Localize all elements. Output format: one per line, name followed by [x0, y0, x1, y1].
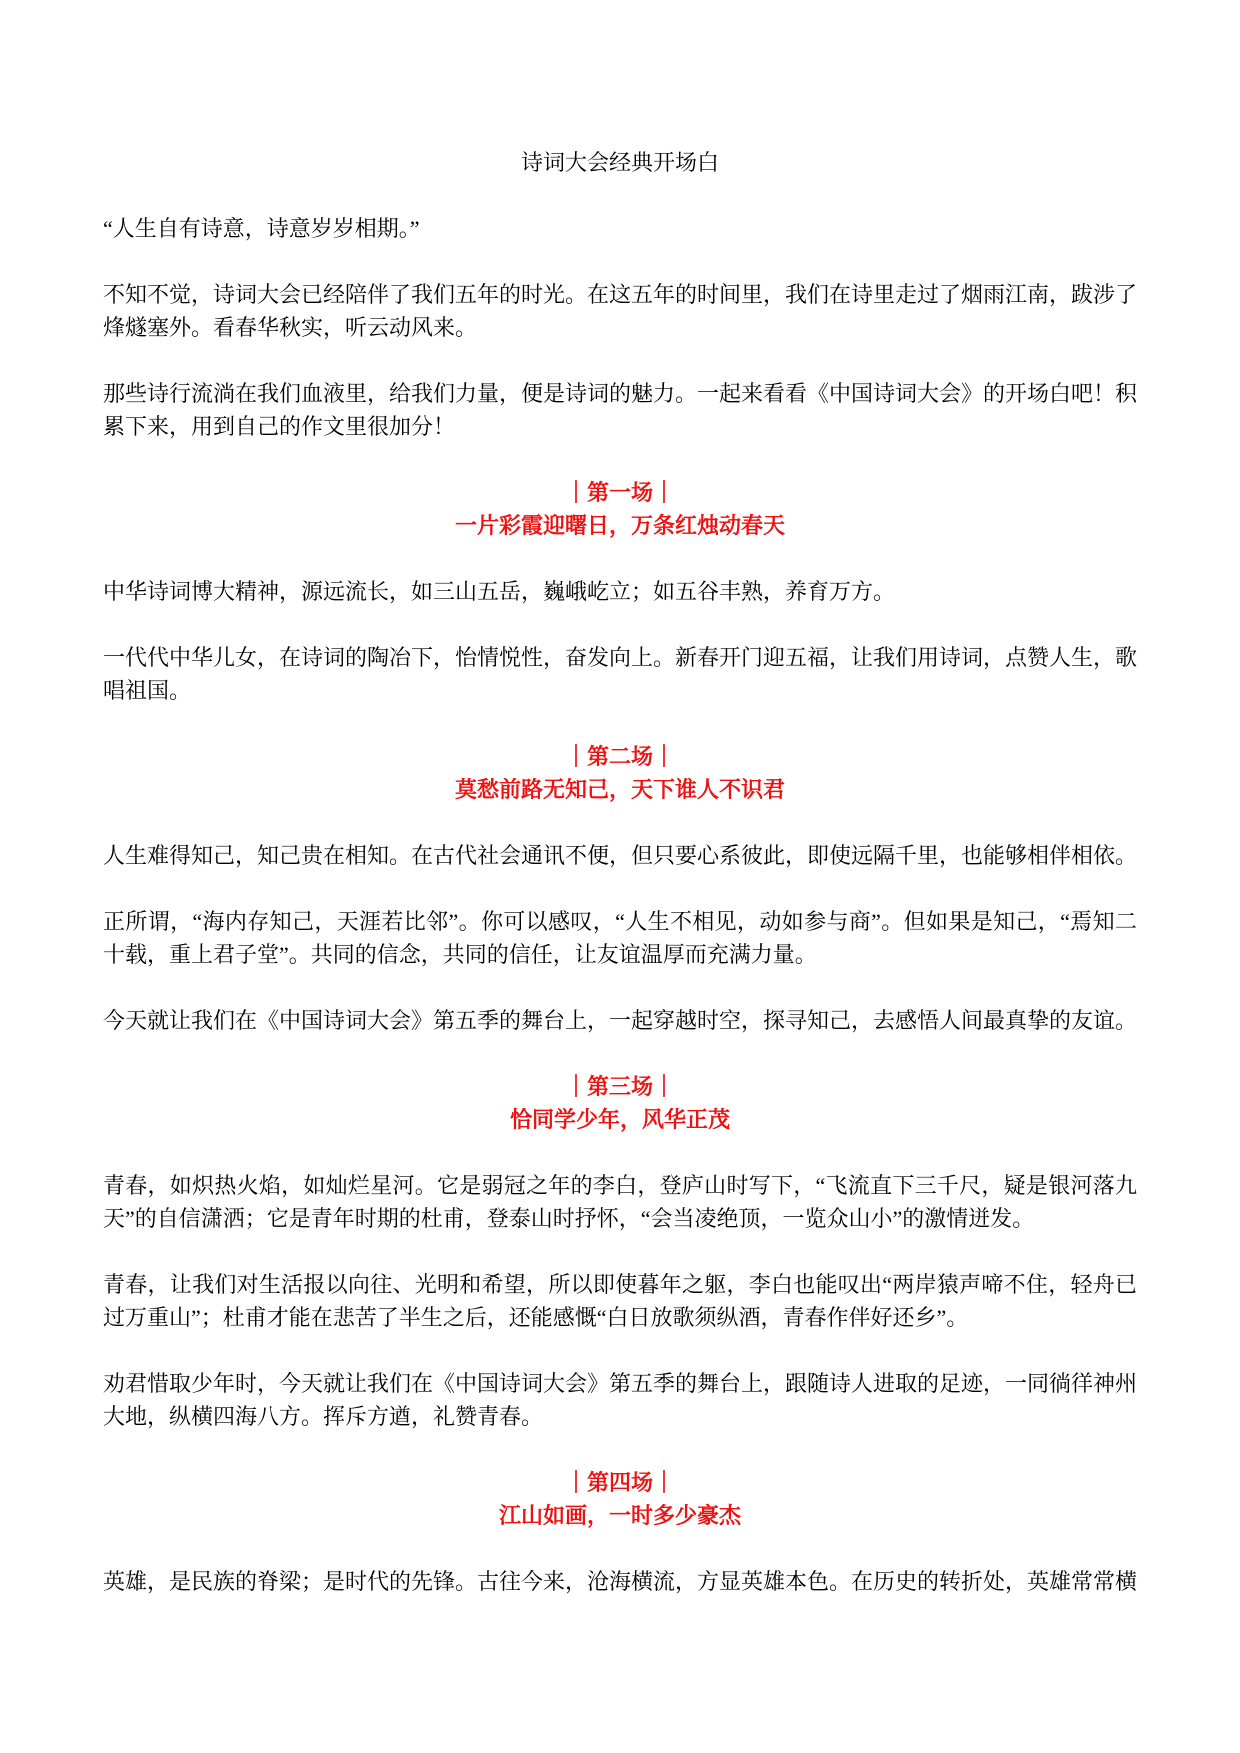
- section-2-paragraph-3: 今天就让我们在《中国诗词大会》第五季的舞台上，一起穿越时空，探寻知己，去感悟人间最真挚的友谊。: [103, 1008, 1138, 1033]
- page-title: 诗词大会经典开场白: [520, 150, 719, 175]
- section-3-subtitle: 恰同学少年，风华正茂: [509, 1107, 730, 1132]
- section-1-paragraph-2: 一代代中华儿女，在诗词的陶冶下，怡情悦性，奋发向上。新春开门迎五福，让我们用诗词，点赞人生，歌唱祖国。: [103, 645, 1138, 703]
- intro-paragraph-2: 不知不觉，诗词大会已经陪伴了我们五年的时光。在这五年的时间里，我们在诗里走过了烟雨江南，跋涉了烽燧塞外。看春华秋实，听云动风来。: [103, 282, 1138, 340]
- section-1-subtitle: 一片彩霞迎曙日，万条红烛动春天: [454, 513, 785, 538]
- section-2-label: ｜第二场｜: [564, 744, 675, 769]
- section-3-label: ｜第三场｜: [564, 1074, 675, 1099]
- section-3-paragraph-1: 青春，如炽热火焰，如灿烂星河。它是弱冠之年的李白，登庐山时写下，“飞流直下三千尺，疑是银河落九天”的自信潇洒；它是青年时期的杜甫，登泰山时抒怀，“会当凌绝顶，一览众山小”的激情迸发。: [103, 1173, 1137, 1231]
- intro-paragraph-1: “人生自有诗意，诗意岁岁相期。”: [103, 216, 420, 241]
- section-3-paragraph-2: 青春，让我们对生活报以向往、光明和希望，所以即使暮年之躯，李白也能叹出“两岸猿声啼不住，轻舟已过万重山”；杜甫才能在悲苦了半生之后，还能感慨“白日放歌须纵酒，青春作伴好还乡”。: [103, 1272, 1137, 1330]
- section-4-paragraph-1: 英雄，是民族的脊梁；是时代的先锋。古往今来，沧海横流，方显英雄本色。在历史的转折处，英雄常常横: [103, 1569, 1138, 1594]
- intro-paragraph-3: 那些诗行流淌在我们血液里，给我们力量，便是诗词的魅力。一起来看看《中国诗词大会》的开场白吧！积累下来，用到自己的作文里很加分！: [103, 381, 1138, 439]
- section-4-label: ｜第四场｜: [564, 1470, 675, 1495]
- document-content: [103, 146, 1137, 1631]
- section-4-subtitle: 江山如画，一时多少豪杰: [498, 1503, 741, 1528]
- section-3-paragraph-3: 劝君惜取少年时，今天就让我们在《中国诗词大会》第五季的舞台上，跟随诗人进取的足迹，一同徜徉神州大地，纵横四海八方。挥斥方遒，礼赞青春。: [103, 1371, 1138, 1429]
- section-1-label: ｜第一场｜: [564, 480, 675, 505]
- section-2-paragraph-1: 人生难得知己，知己贵在相知。在古代社会通讯不便，但只要心系彼此，即使远隔千里，也能够相伴相依。: [103, 843, 1138, 868]
- section-2-subtitle: 莫愁前路无知己，天下谁人不识君: [454, 777, 785, 802]
- section-2-paragraph-2: 正所谓，“海内存知己，天涯若比邻”。你可以感叹，“人生不相见，动如参与商”。但如果是知己，“焉知二十载，重上君子堂”。共同的信念，共同的信任，让友谊温厚而充满力量。: [103, 909, 1137, 967]
- section-1-paragraph-1: 中华诗词博大精神，源远流长，如三山五岳，巍峨屹立；如五谷丰熟，养育万方。: [103, 579, 896, 604]
